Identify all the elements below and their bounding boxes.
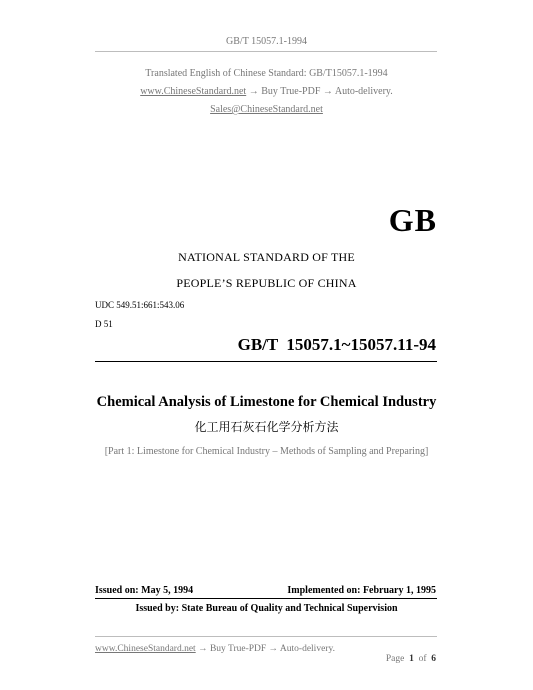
chinese-title: 化工用石灰石化学分析方法 bbox=[194, 420, 339, 434]
english-title: Chemical Analysis of Limestone for Chemical Industry bbox=[96, 394, 437, 410]
banner-links bbox=[0, 86, 533, 97]
part-subtitle: [Part 1: Limestone for Chemical Industry – Methods of Sampling and Preparing] bbox=[104, 446, 429, 457]
email-link[interactable]: Sales@ChineseStandard.net bbox=[210, 104, 323, 115]
buy-text: → Buy True-PDF → Auto-delivery. bbox=[246, 86, 393, 97]
running-header: GB/T 15057.1-1994 bbox=[226, 36, 307, 47]
standard-number: GB/T 15057.1~15057.11-94 bbox=[237, 335, 436, 354]
dates-divider bbox=[95, 598, 437, 599]
page-indicator bbox=[381, 644, 436, 664]
issued-date: Issued on: May 5, 1994 bbox=[95, 585, 194, 596]
site-link[interactable]: www.ChineseStandard.net bbox=[140, 86, 247, 97]
gb-logo: GB bbox=[388, 202, 437, 238]
issuing-authority: Issued by: State Bureau of Quality and Technical Supervision bbox=[135, 603, 398, 614]
title-divider bbox=[95, 361, 437, 362]
email-row bbox=[0, 104, 533, 115]
national-standard-line2: PEOPLE’S REPUBLIC OF CHINA bbox=[176, 276, 357, 290]
translation-notice: Translated English of Chinese Standard: GB/T15057.1-1994 bbox=[145, 68, 388, 79]
footer-site-link[interactable]: www.ChineseStandard.net bbox=[95, 644, 196, 654]
udc-code: UDC 549.51:661:543.06 bbox=[95, 300, 185, 310]
header-divider bbox=[95, 51, 437, 52]
page-word: Page bbox=[385, 654, 405, 664]
d-code: D 51 bbox=[95, 319, 113, 329]
footer-links bbox=[95, 644, 335, 654]
page-current: 1 bbox=[409, 654, 414, 664]
implemented-date: Implemented on: February 1, 1995 bbox=[287, 585, 436, 596]
footer-buy-text: → Buy True-PDF → Auto-delivery. bbox=[195, 644, 335, 654]
page-of: of bbox=[418, 654, 427, 664]
page-total: 6 bbox=[431, 654, 436, 664]
national-standard-line1: NATIONAL STANDARD OF THE bbox=[178, 250, 355, 264]
footer-divider bbox=[95, 636, 437, 637]
